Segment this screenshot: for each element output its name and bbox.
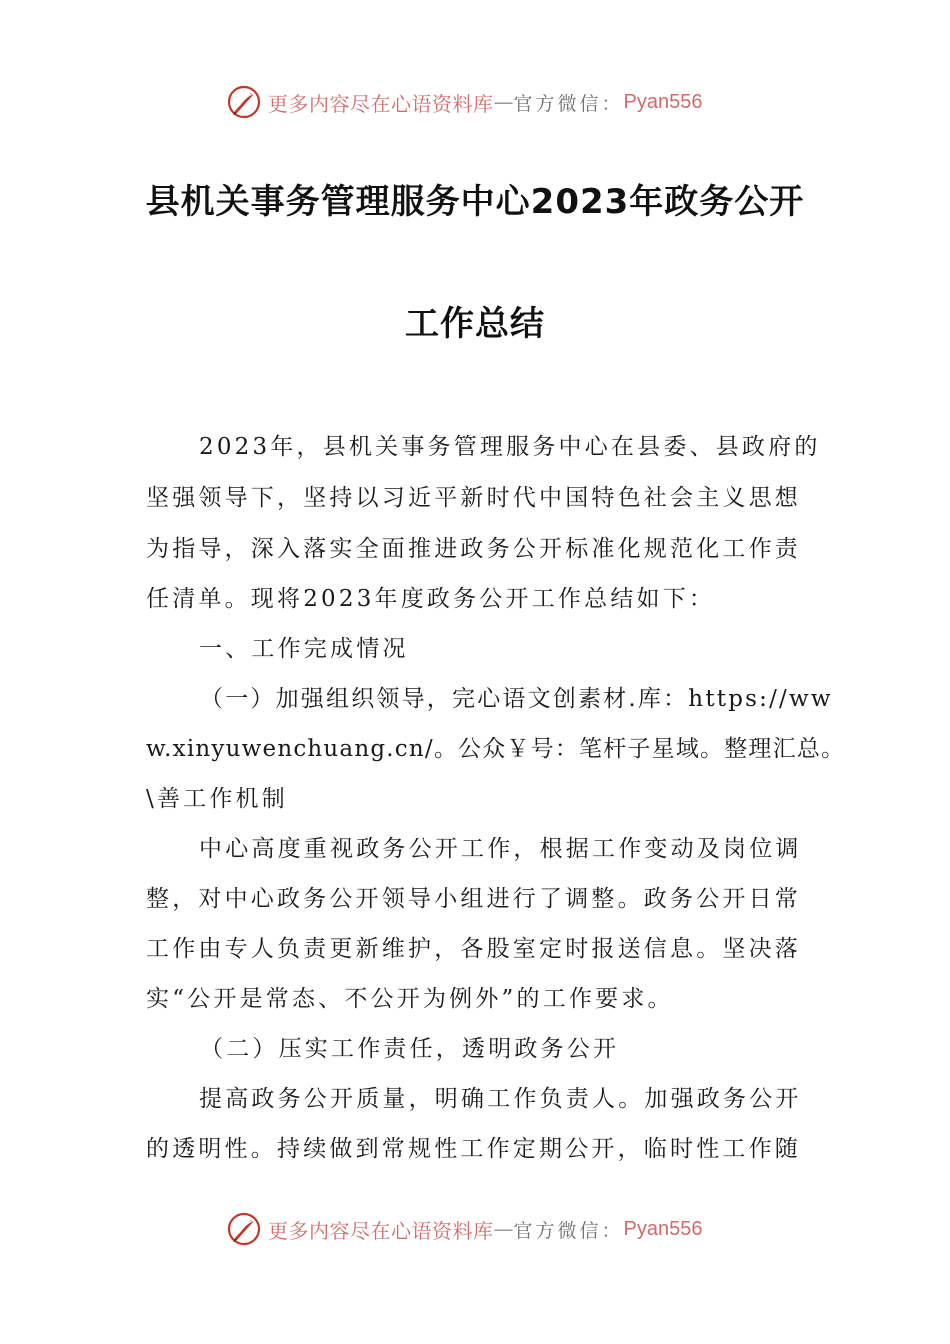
subsection-heading: （一）加强组织领导，完心语文创素材.库：https://ww xyxy=(200,686,833,712)
document-title-line-2: 工作总结 xyxy=(405,304,545,344)
body-line: 坚强领导下，坚持以习近平新时代中国特色社会主义思想 xyxy=(146,485,801,511)
banner-official-label: 官方微信： xyxy=(513,1219,624,1242)
subsection-heading: （二）压实工作责任，透明政务公开 xyxy=(200,1036,620,1062)
header-banner xyxy=(226,82,702,122)
banner-wechat-id: Pyan556 xyxy=(623,90,703,113)
body-line: 中心高度重视政务公开工作，根据工作变动及岗位调 xyxy=(199,836,802,862)
body-line: 工作由专人负责更新维护，各股室定时报送信息。坚决落 xyxy=(146,936,801,962)
quill-pen-icon xyxy=(226,1211,262,1247)
body-line: 的透明性。持续做到常规性工作定期公开，临时性工作随 xyxy=(146,1136,801,1162)
banner-separator: — xyxy=(493,1217,514,1241)
banner-text: 更多内容尽在心语资料库 xyxy=(268,91,494,116)
banner-wechat-id: Pyan556 xyxy=(623,1217,703,1240)
section-heading: 一、工作完成情况 xyxy=(199,636,409,662)
banner-text: 更多内容尽在心语资料库 xyxy=(268,1218,494,1243)
footer-banner xyxy=(226,1209,702,1249)
body-line: w.xinyuwenchuang.cn/。公众￥号：笔杆子星域。整理汇总。 xyxy=(146,736,846,762)
banner-official-label: 官方微信： xyxy=(513,92,624,115)
quill-pen-icon xyxy=(226,84,262,120)
body-line: 2023年，县机关事务管理服务中心在县委、县政府的 xyxy=(199,434,821,460)
body-line: \善工作机制 xyxy=(146,786,288,812)
body-line: 提高政务公开质量，明确工作负责人。加强政务公开 xyxy=(199,1086,802,1112)
body-line: 整，对中心政务公开领导小组进行了调整。政务公开日常 xyxy=(146,886,801,912)
body-line: 为指导，深入落实全面推进政务公开标准化规范化工作责 xyxy=(146,536,801,562)
body-line: 实“公开是常态、不公开为例外”的工作要求。 xyxy=(146,986,674,1012)
document-title-line-1: 县机关事务管理服务中心2023年政务公开 xyxy=(145,182,805,222)
body-line: 任清单。现将2023年度政务公开工作总结如下： xyxy=(146,586,716,612)
banner-separator: — xyxy=(493,90,514,114)
